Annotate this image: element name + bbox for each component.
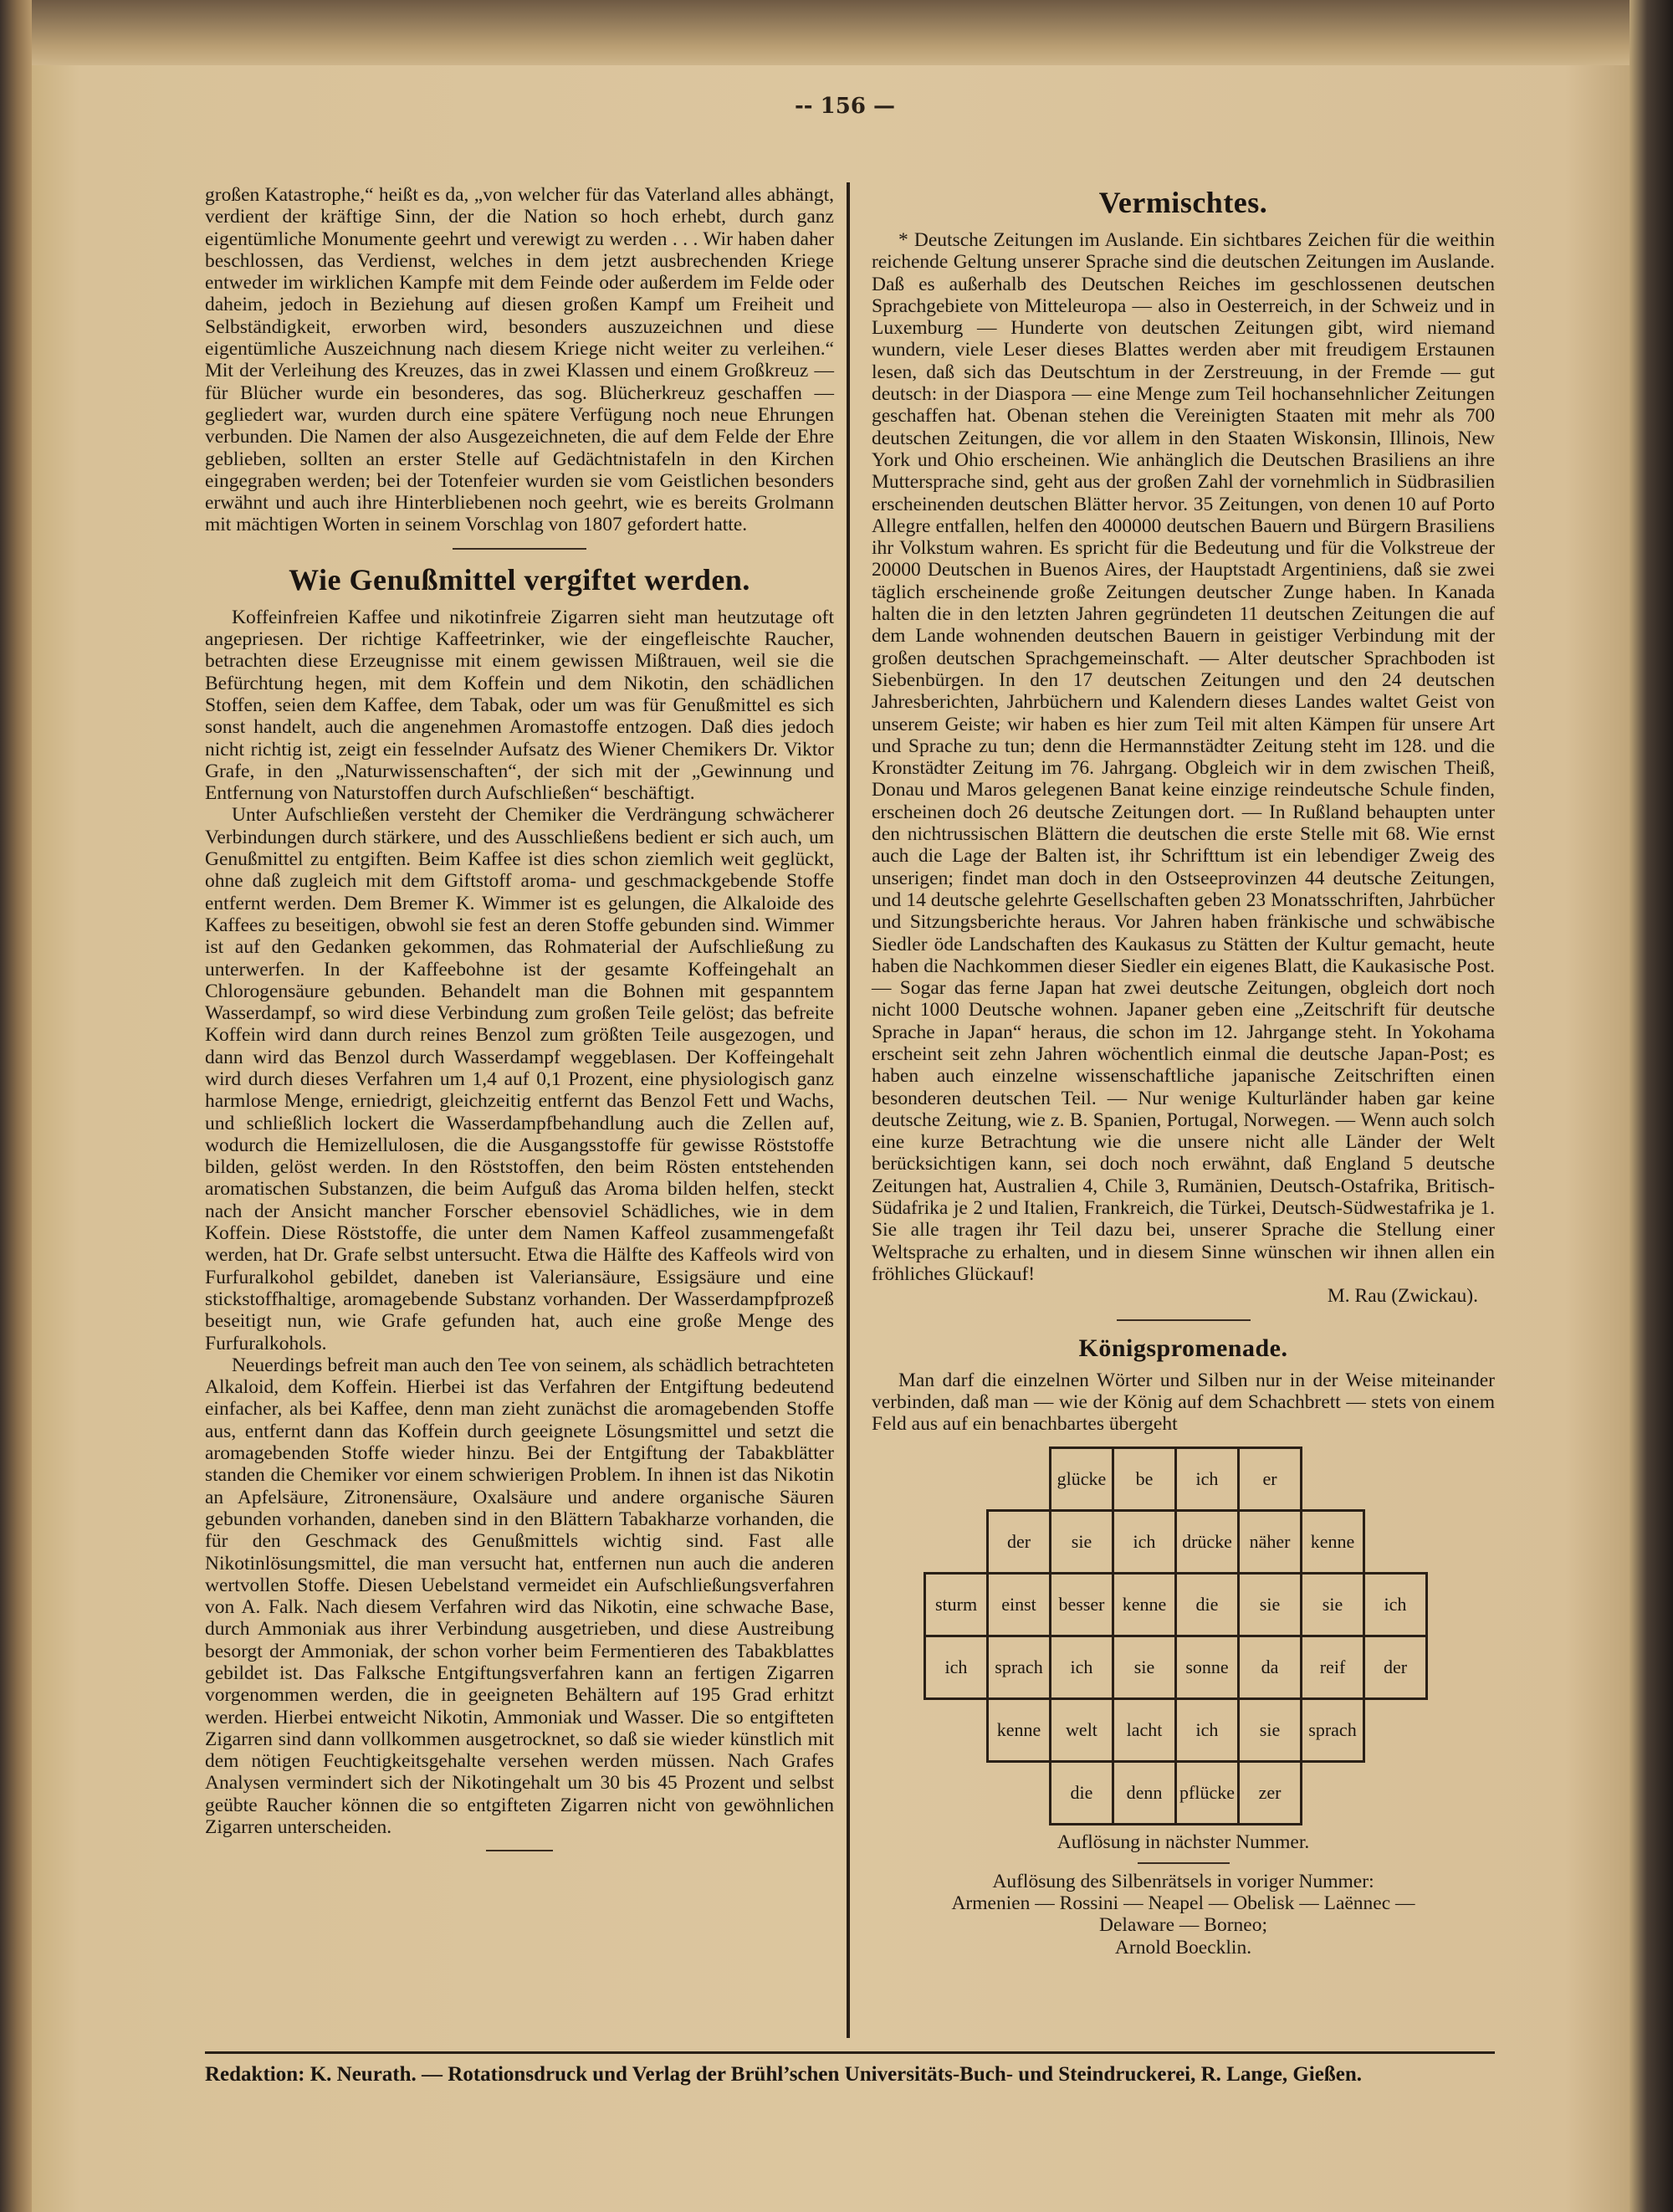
puzzle-cell: kenne <box>986 1697 1051 1763</box>
puzzle-cell: welt <box>1049 1697 1114 1763</box>
puzzle-cell: glücke <box>1049 1447 1114 1512</box>
puzzle-cell: näher <box>1237 1509 1302 1575</box>
puzzle-cell: sie <box>1237 1697 1302 1763</box>
section-separator <box>1138 1862 1230 1864</box>
article-paragraph: Unter Aufschließen versteht der Chemiker die Verdrängung schwächerer Verbindungen durch stärkere, und des Ausschließens bedient er sich auch, um Genußmittel zu entgiften. Beim Kaffee ist dies schon ziemlich weit geglückt, ohne daß zugleich mit dem Giftstoff aroma- und geschmackgebende Stoffe entfernt werden. Dem Bremer K. Wimmer ist es gelungen, die Alkaloide des Kaffees zu beseitigen, obwohl sie fest an deren Stoffe gebunden sind. Wimmer ist auf den Gedanken gekommen, das Rohmaterial der Aufschließung zu unterwerfen. In der Kaffeebohne ist der gesamte Koffeingehalt an Chlorogensäure gebunden. Behandelt man die Bohnen mit gespanntem Wasserdampf, so wird diese Verbindung zum großen Teile gelöst; das befreite Koffein wird dann durch reines Benzol zum größten Teile ausgezogen, und dann wird das Benzol durch Wasserdampf weggeblasen. Der Koffeingehalt wird durch dieses Verfahren um 1,4 auf 0,1 Prozent, eine physiologisch ganz harmlose Menge, erniedrigt, gleichzeitig entfernt das Benzol Fett und Wachs, und schließlich lockert die Wasserdampfbehandlung auch die Zellen auf, wodurch die Hemizellulosen, die die Ausgangsstoffe für gewisse Röststoffe bilden, gelöst werden. In den Röststoffen, den beim Rösten entstehenden aromatischen Substanzen, die beim Aufguß das Aroma bilden helfen, steckt nach der Ansicht mancher Forscher ebensoviel Schädliches, wie in dem Koffein. Diese Röststoffe, die unter dem Namen Kaffeol zusammengefaßt werden, hat Dr. Grafe selbst untersucht. Etwa die Hälfte des Kaffeols wird von Furfuralkohol gebildet, daneben ist Valeriansäure, Essigsäure und eine stickstoffhaltige, aromagebende Substanz vorhanden. Der Wasserdampfprozeß beseitigt nun, wie Grafe gefunden hat, auch eine große Menge des Furfuralkohols. <box>205 804 834 1354</box>
puzzle-cell: die <box>1049 1760 1114 1825</box>
article-title: Wie Genußmittel vergiftet werden. <box>289 562 750 597</box>
puzzle-cell: sprach <box>1300 1697 1365 1763</box>
puzzle-cell: sie <box>1112 1635 1177 1700</box>
puzzle-cell: sie <box>1049 1509 1114 1575</box>
footer-rule <box>205 2051 1495 2054</box>
misc-title: Vermischtes. <box>1098 186 1268 219</box>
puzzle-cell: denn <box>1112 1760 1177 1825</box>
puzzle-cell: sprach <box>986 1635 1051 1700</box>
puzzle-cell: der <box>1363 1635 1428 1700</box>
puzzle-caption: Auflösung in nächster Nummer. <box>1056 1831 1310 1854</box>
imprint-footer: Redaktion: K. Neurath. — Rotationsdruck und Verlag der Brühl’schen Universitäts-Buch- und Steindruckerei, R. Lange, Gießen. <box>205 2063 1362 2086</box>
puzzle-cell: sie <box>1300 1572 1365 1637</box>
puzzle-cell: sonne <box>1174 1635 1240 1700</box>
article-end-separator <box>486 1850 553 1851</box>
puzzle-cell: ich <box>1363 1572 1428 1637</box>
article-paragraph: Neuerdings befreit man auch den Tee von seinem, als schädlich betrachteten Alkaloid, dem Koffein. Hierbei ist das Verfahren der Entgiftung bedeutend einfacher, als bei Kaffee, denn man zieht zunächst die aromagebenden Stoffe aus, entfernt dann das Koffein durch geeignete Lösungsmittel und setzt die aromagebenden Stoffe wieder hinzu. Bei der Entgiftung der Tabakblätter standen die Chemiker vor einem schwierigen Problem. In ihnen ist das Nikotin an Apfelsäure, Zitronensäure, Oxalsäure und andere organische Säuren gebunden vorhanden, daneben sind in den Blättern Tabakharze vorhanden, die für den Geschmack des Genußmittels wichtig sind. Fast alle Nikotinlösungsmittel, die man versucht hat, entfernen nun auch die anderen wertvollen Stoffe. Diesen Uebelstand vermeidet ein Aufschließungsverfahren von A. Falk. Nach diesem Verfahren wird das Nikotin, eine schwache Base, durch Ammoniak aus ihrer Verbindung ausgetrieben, und diese Austreibung besorgt der Ammoniak, der schon vorher beim Fermentieren des Tabakblattes gebildet ist. Das Falksche Entgiftungsverfahren kann an fertigen Zigarren vorgenommen werden, die in geeigneten Behältern auf 195 Grad erhitzt werden. Hierbei entweicht Nikotin, Ammoniak und Wasser. Die so entgifteten Zigarren sind dann vollkommen ausgetrocknet, so daß sie wieder künstlich mit dem nötigen Feuchtigkeitsgehalte versehen werden müssen. Nach Grafes Analysen vermindert sich der Nikotingehalt um 30 bis 45 Prozent und selbst geübte Raucher können die so entgifteten Zigarren nicht von gewöhnlichen Zigarren unterscheiden. <box>205 1354 834 1839</box>
puzzle-grid <box>872 1440 1495 1830</box>
puzzle-cell: sie <box>1237 1572 1302 1637</box>
misc-paragraph: * Deutsche Zeitungen im Auslande. Ein sichtbares Zeichen für die weithin reichende Geltung unserer Sprache sind die deutschen Zeitungen im Auslande. Daß es außerhalb des Deutschen Reiches im geschlossenen deutschen Sprachgebiete von Mitteleuropa — also in Oesterreich, in der Schweiz und in Luxemburg — Hunderte von deutschen Zeitungen gibt, wird niemand wundern, viele Leser dieses Blattes werden aber mit freudigem Erstaunen lesen, daß sich das Deutschtum in der Zerstreuung, in der Fremde — gut deutsch: in der Diaspora — eine Menge zum Teil hochansehnlicher Zeitungen geschaffen hat. Obenan stehen die Vereinigten Staaten mit mehr als 700 deutschen Zeitungen, die vor allem in den Staaten Wiskonsin, Illinois, New York und Ohio erscheinen. Wie anhänglich die Deutschen Brasiliens an ihre Muttersprache sind, geht aus der großen Zahl der vornehmlich in Südbrasilien erscheinenden deutschen Blätter hervor. 35 Zeitungen, von denen 10 auf Porto Allegre entfallen, helfen den 400000 deutschen Bauern und Bürgern Brasiliens ihr Volkstum wahren. Es spricht für die Bedeutung und für die Volkstreue der 20000 Deutschen in Buenos Aires, der Hauptstadt Argentiniens, daß sie zwei täglich erscheinende große Zeitungen deutscher Zunge haben. In Kanada halten die in den letzten Jahren gegründeten 11 deutschen Zeitungen die auf dem Lande wohnenden deutschen Bauern in geistiger Verbindung mit der großen deutschen Sprachgemeinschaft. — Alter deutscher Sprachboden ist Siebenbürgen. In den 17 deutschen Zeitungen und den 24 deutschen Jahresberichten, Jahrbüchern und Kalendern dieses Landes waltet Geist von unserem Geiste; wir haben es hier zum Teil mit alten Kämpen für unsere Art und Sprache zu tun; denn die Hermannstädter Zeitung steht im 128. und die Kronstädter Zeitung im 76. Jahrgang. Obgleich wir in dem zwischen Theiß, Donau und Maros gelegenen Banat keine einzige reindeutsche Schule finden, erscheinen doch 26 deutsche Zeitungen dort. — In Rußland behaupten unter den nichtrussischen Blättern die deutschen die erste Stelle mit 68. Wie ernst auch die Lage der Balten ist, ihr Schrifttum ist ein lebendiger Zweig des unserigen; findet man doch in den Ostseeprovinzen 44 deutsche Zeitungen, und 14 deutsche gelehrte Gesellschaften geben 23 Monatsschriften, Jahrbücher und Sitzungsberichte heraus. Vor Jahren haben fränkische und schwäbische Siedler öde Landschaften des Kaukasus zu Stätten der Kultur gemacht, heute haben die Nachkommen dieser Siedler ein eigenes Blatt, die Kaukasische Post. — Sogar das ferne Japan hat zwei deutsche Zeitungen, obgleich dort noch nicht 1000 Deutsche wohnen. Japaner geben eine „Zeitschrift für deutsche Sprache in Japan“ heraus, die schon im 12. Jahrgange steht. In Yokohama erscheint seit zehn Jahren wöchentlich einmal die deutsche Japan-Post; es haben auch einzelne wissenschaftliche japanische Zeitschriften einen besonderen deutschen Teil. — Nur wenige Kulturländer haben gar keine deutsche Zeitung, wie z. B. Spanien, Portugal, Norwegen. — Wenn auch solch eine kurze Betrachtung wie die unsere nicht alle Länder der Welt berücksichtigen kann, sei doch noch erwähnt, daß England 5 deutsche Zeitungen hat, Australien 4, Chile 3, Rumänien, Deutsch-Ostafrika, Britisch-Südafrika je 2 und Italien, Frankreich, die Türkei, Deutsch-Südwestafrika je 1. Sie alle tragen ihr Teil dazu bei, unserer Sprache die Stellung einer Weltsprache zu erhalten, und in diesem Sinne wünschen wir ihnen allen ein fröhliches Glückauf! <box>872 229 1495 1285</box>
puzzle-cell: ich <box>1049 1635 1114 1700</box>
page-number: -- 156 — <box>795 94 895 119</box>
puzzle-cell: be <box>1112 1447 1177 1512</box>
solution-line: Delaware — Borneo; <box>1099 1914 1267 1937</box>
puzzle-cell: kenne <box>1112 1572 1177 1637</box>
section-separator <box>1117 1319 1251 1321</box>
puzzle-cell: kenne <box>1300 1509 1365 1575</box>
puzzle-cell: der <box>986 1509 1051 1575</box>
solution-heading: Auflösung des Silbenrätsels in voriger Nummer: <box>992 1870 1374 1892</box>
column-divider <box>847 182 850 2038</box>
puzzle-instructions: Man darf die einzelnen Wörter und Silben nur in der Weise miteinander verbinden, daß man — wie der König auf dem Schachbrett — stets von einem Feld aus auf ein benachbartes übergeht <box>872 1369 1495 1436</box>
page-right-edge <box>1630 0 1673 2212</box>
puzzle-cell: lacht <box>1112 1697 1177 1763</box>
intro-paragraph: großen Katastrophe,“ heißt es da, „von welcher für das Vaterland alles abhängt, verdient der kräftige Sinn, der die Nation so hoch erhebt, durch ganz eigentümliche Monumente geehrt und verewigt zu werden . . . Wir haben daher beschlossen, das Verdienst, welches in dem jetzt ausbrechenden Kriege entweder im wirklichen Kampfe mit dem Feinde oder außerdem im Felde oder daheim, jedoch in Beziehung auf diesen großen Kampf um Freiheit und Selbständigkeit, erworben wird, besonders auszuzeichnen und diese eigentümliche Auszeichnung nach diesem Kriege nicht weiter zu verleihen.“ Mit der Verleihung des Kreuzes, das in zwei Klassen und einem Großkreuz — für Blücher wurde ein besonderes, das sog. Blücherkreuz geschaffen — gegliedert war, wurden durch eine spätere Verfügung noch neue Ehrungen verbunden. Die Namen der also Ausgezeichneten, die auf dem Felde der Ehre geblieben, sollten an erster Stelle auf Gedächtnistafeln in den Kirchen eingegraben werden; bei der Totenfeier wurden sie vom Geistlichen besonders erwähnt und auch ihre Hinterbliebenen noch geehrt, wie es bereits Grolmann mit mächtigen Worten in seinem Vorschlag von 1807 gefordert hatte. <box>205 184 834 536</box>
puzzle-cell: sturm <box>923 1572 989 1637</box>
puzzle-cell: besser <box>1049 1572 1114 1637</box>
puzzle-cell: ich <box>923 1635 989 1700</box>
puzzle-cell: zer <box>1237 1760 1302 1825</box>
puzzle-cell: ich <box>1174 1447 1240 1512</box>
solution-line: Armenien — Rossini — Neapel — Obelisk — Laënnec — <box>951 1892 1415 1915</box>
puzzle-cell: einst <box>986 1572 1051 1637</box>
puzzle-cell: die <box>1174 1572 1240 1637</box>
puzzle-cell: ich <box>1174 1697 1240 1763</box>
section-separator <box>453 548 586 550</box>
right-column <box>872 184 1495 1959</box>
author-signature: M. Rau (Zwickau). <box>1327 1285 1478 1308</box>
book-binding <box>0 0 32 2212</box>
puzzle-cell: da <box>1237 1635 1302 1700</box>
solution-line: Arnold Boecklin. <box>1114 1936 1252 1959</box>
puzzle-cell: ich <box>1112 1509 1177 1575</box>
puzzle-cell: drücke <box>1174 1509 1240 1575</box>
puzzle-title: Königspromenade. <box>1078 1334 1288 1362</box>
puzzle-cell: reif <box>1300 1635 1365 1700</box>
left-column <box>205 184 834 1863</box>
puzzle-cell: pflücke <box>1174 1760 1240 1825</box>
page-top-edge <box>32 0 1630 65</box>
puzzle-cell: er <box>1237 1447 1302 1512</box>
article-paragraph: Koffeinfreien Kaffee und nikotinfreie Zigarren sieht man heutzutage oft angepriesen. Der richtige Kaffeetrinker, wie der eingefleischte Raucher, betrachten diese Erzeugnisse mit einem gewissen Mißtrauen, weil sie die Befürchtung hegen, mit dem Koffein und dem Nikotin, den schädlichen Stoffen, seien dem Kaffee, dem Tabak, oder um was für Genußmittel es sich sonst handelt, auch die angenehmen Aromastoffe entzogen. Daß dies jedoch nicht richtig ist, zeigt ein fesselnder Aufsatz des Wiener Chemikers Dr. Viktor Grafe, in den „Naturwissenschaften“, der sich mit der „Gewinnung und Entfernung von Naturstoffen durch Aufschließen“ beschäftigt. <box>205 606 834 805</box>
